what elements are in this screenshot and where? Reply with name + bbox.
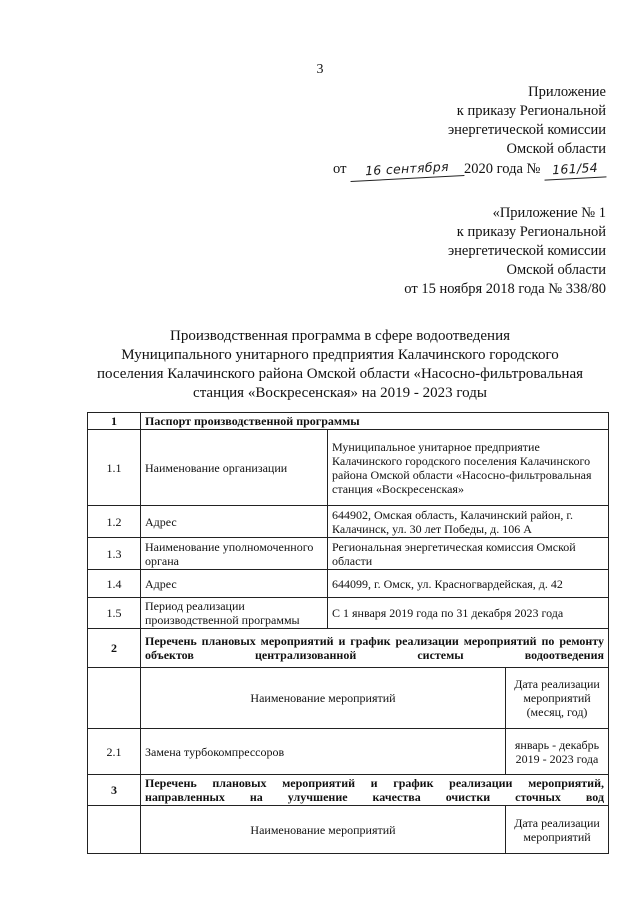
row-number: 1.1 xyxy=(88,430,141,506)
section-number: 2 xyxy=(88,629,141,668)
appendix-header-current xyxy=(333,83,606,179)
document-title xyxy=(0,327,640,403)
column-header-date: Дата реализации мероприятий (месяц, год) xyxy=(506,668,609,729)
section-2-header xyxy=(88,629,609,668)
table-row xyxy=(88,598,609,629)
appendix-line: «Приложение № 1 xyxy=(492,205,606,221)
appendix-date-line xyxy=(333,159,606,179)
table-row xyxy=(88,729,609,775)
row-value: 644099, г. Омск, ул. Красногвардейская, д. 42 xyxy=(328,570,609,598)
table-row xyxy=(88,506,609,538)
appendix-line: к приказу Региональной xyxy=(456,224,606,240)
title-line: поселения Калачинского района Омской области «Насосно-фильтровальная xyxy=(96,366,584,382)
row-value: Муниципальное унитарное предприятие Калачинского городского поселения Калачинского района Омской области «Насосно-фильтровальная станция «Воскресенская» xyxy=(328,430,609,506)
row-value: Региональная энергетическая комиссия Омской области xyxy=(328,538,609,570)
appendix-line: энергетической комиссии xyxy=(447,243,606,259)
section-title: Перечень плановых мероприятий и график реализации мероприятий, направленных на улучшение качества очистки сточных вод xyxy=(141,775,609,806)
appendix-line: к приказу Региональной xyxy=(456,103,606,119)
date-suffix: 2020 года № xyxy=(464,161,541,177)
title-line: Муниципального унитарного предприятия Калачинского городского xyxy=(121,347,559,363)
table-row xyxy=(88,430,609,506)
row-number: 1.3 xyxy=(88,538,141,570)
appendix-line: Омской области xyxy=(506,262,606,278)
row-label: Наименование уполномоченного органа xyxy=(141,538,328,570)
table-row xyxy=(88,570,609,598)
row-number: 1.2 xyxy=(88,506,141,538)
appendix-line: от 15 ноября 2018 года № 338/80 xyxy=(404,281,606,297)
section-1-header xyxy=(88,413,609,430)
row-value: 644902, Омская область, Калачинский район, г. Калачинск, ул. 30 лет Победы, д. 106 А xyxy=(328,506,609,538)
production-program-table xyxy=(87,412,609,854)
section-3-header xyxy=(88,775,609,806)
row-label: Адрес xyxy=(141,506,328,538)
row-value: С 1 января 2019 года по 31 декабря 2023 года xyxy=(328,598,609,629)
section-title: Паспорт производственной программы xyxy=(141,413,609,430)
handwritten-number: 161/54 xyxy=(544,157,607,180)
row-number: 1.4 xyxy=(88,570,141,598)
column-header-name: Наименование мероприятий xyxy=(141,668,506,729)
row-number: 2.1 xyxy=(88,729,141,775)
activity-name: Замена турбокомпрессоров xyxy=(141,729,506,775)
activity-date: январь - декабрь 2019 - 2023 года xyxy=(506,729,609,775)
section-3-column-headers xyxy=(88,806,609,854)
date-prefix: от xyxy=(333,161,347,177)
empty-cell xyxy=(88,668,141,729)
appendix-line: Омской области xyxy=(506,141,606,157)
appendix-line: энергетической комиссии xyxy=(447,122,606,138)
section-number: 1 xyxy=(88,413,141,430)
row-label: Период реализации производственной программы xyxy=(141,598,328,629)
appendix-header-original xyxy=(404,204,606,299)
title-line: Производственная программа в сфере водоотведения xyxy=(169,328,510,344)
column-header-name: Наименование мероприятий xyxy=(141,806,506,854)
page-number: 3 xyxy=(316,62,324,77)
empty-cell xyxy=(88,806,141,854)
appendix-line: Приложение xyxy=(528,84,606,100)
title-line: станция «Воскресенская» на 2019 - 2023 годы xyxy=(193,385,487,401)
row-number: 1.5 xyxy=(88,598,141,629)
row-label: Наименование организации xyxy=(141,430,328,506)
section-title: Перечень плановых мероприятий и график реализации мероприятий по ремонту объектов централизованной системы водоотведения xyxy=(141,629,609,668)
row-label: Адрес xyxy=(141,570,328,598)
table-row xyxy=(88,538,609,570)
section-2-column-headers xyxy=(88,668,609,729)
handwritten-date: 16 сентября xyxy=(350,156,465,182)
section-number: 3 xyxy=(88,775,141,806)
column-header-date: Дата реализации мероприятий xyxy=(506,806,609,854)
